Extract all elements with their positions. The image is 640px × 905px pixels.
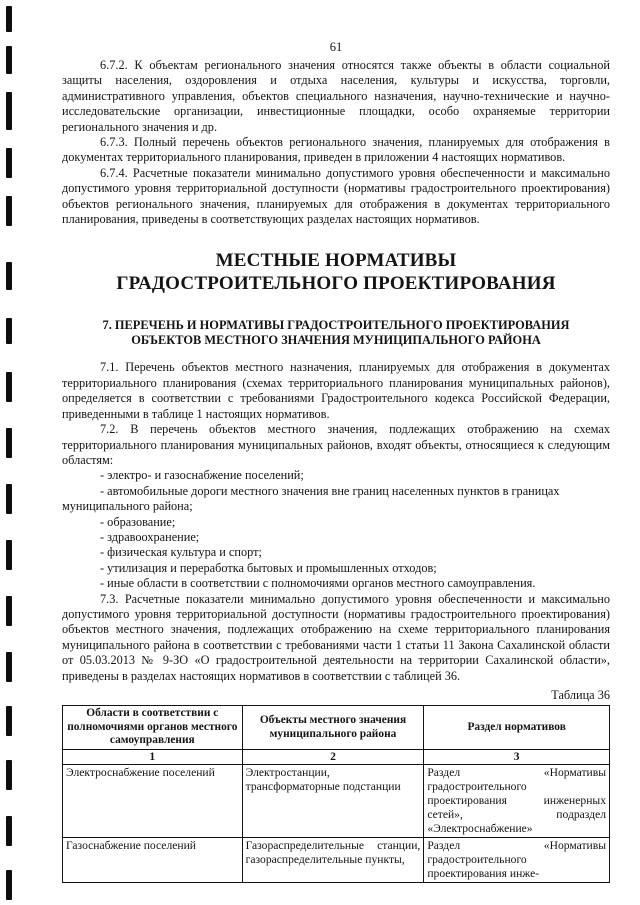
page-number: 61 [329,40,343,54]
section-title [62,318,610,348]
table-cell: Газоснабжение поселений [63,837,243,882]
table-header-cell: Области в соответствии с полномочиями органов местного самоуправления [63,706,243,750]
list-item: - физическая культура и спорт; [100,545,262,560]
section-title-line-2: ОБЪЕКТОВ МЕСТНОГО ЗНАЧЕНИЯ МУНИЦИПАЛЬНОГО РАЙОНА [131,333,541,348]
main-title-line-2: ГРАДОСТРОИТЕЛЬНОГО ПРОЕКТИРОВАНИЯ [116,273,556,295]
paragraph-7-3: 7.3. Расчетные показатели минимально допустимого уровня обеспеченности и максимально допустимого уровня территориальной доступности (нормативы градостроительного проектирования) объектов местного значения, подлежащих отображению на схеме территориального планирования муниципального района в соответствии с требованиями части 1 статьи 11 Закона Сахалинской области от 05.03.2013 № 9-ЗО «О градостроительной деятельности на территории Сахалинской области», приведены в разделах настоящих нормативов в соответствии с таблицей 36. [62,591,610,683]
paragraph-6-7-3: 6.7.3. Полный перечень объектов регионального значения, планируемых для отображения в документах территориального планирования, приведен в приложении 4 настоящих нормативов. [62,135,610,165]
main-title-line-1: МЕСТНЫЕ НОРМАТИВЫ [215,250,457,272]
table-header-cell: Объекты местного значения муниципального района [242,706,424,750]
column-number: 2 [242,749,424,764]
table-caption: Таблица 36 [551,688,610,702]
table-row [63,837,610,882]
paragraph-6-7-4: 6.7.4. Расчетные показатели минимально допустимого уровня обеспеченности и максимально допустимого уровня территориальной доступности (нормативы градостроительного проектирования) объектов регионального значения, планируемых для отображения в документах территориального планирования, приведены в соответствующих разделах настоящих нормативов. [62,165,610,227]
section-title-line-1: 7. ПЕРЕЧЕНЬ И НОРМАТИВЫ ГРАДОСТРОИТЕЛЬНОГО ПРОЕКТИРОВАНИЯ [102,318,570,333]
table-row [63,764,610,837]
table-header-cell: Раздел нормативов [424,706,610,750]
table-column-number-row [63,749,610,764]
list-item: - электро- и газоснабжение поселений; [100,468,304,483]
list-item: - здравоохранение; [100,529,200,544]
table-cell: Электростанции, трансформаторные подстанции [242,764,424,837]
table-cell: Газораспределительные станции, газораспределительные пункты, [242,837,424,882]
list-item: - образование; [100,514,176,529]
list-item: - иные области в соответствии с полномочиями органов местного самоуправления. [100,576,536,591]
table-cell: Раздел «Нормативы градостроительного проектирования инженерных сетей», подраздел «Электроснабжение» [424,764,610,837]
paragraph-7-1: 7.1. Перечень объектов местного назначения, планируемых для отображения в документах территориального планирования (схемах территориального планирования муниципальных районов), определяется в соответствии с требованиями Градостроительного кодекса Российской Федерации, приведенными в таблице 1 настоящих нормативов. [62,360,610,421]
column-number: 3 [424,749,610,764]
document-body [62,58,610,883]
paragraph-7-2: 7.2. В перечень объектов местного значения, подлежащих отображению на схемах территориального планирования муниципальных районов, входят объекты, относящиеся к следующим областям: [62,422,610,467]
table-cell: Электроснабжение поселений [63,764,243,837]
main-title [62,249,610,295]
scan-edge-marks [6,0,14,905]
list-item: - утилизация и переработка бытовых и промышленных отходов; [100,560,437,575]
list-item-continuation: муниципального района; [62,499,193,514]
table-36 [62,705,610,883]
table-header-row [63,706,610,750]
paragraph-6-7-2: 6.7.2. К объектам регионального значения относятся также объекты в области социальной защиты населения, оздоровления и отдыха населения, культуры и искусства, торговли, административного управления, объектов специального назначения, научно-технические и научно-исследовательские организации, инвестиционные площадки, особо охраняемые территории регионального значения и др. [62,58,610,134]
list-item: - автомобильные дороги местного значения вне границ населенных пунктов в границах [100,483,560,498]
column-number: 1 [63,749,243,764]
table-cell: Раздел «Нормативы градостроительного проектирования инже- [424,837,610,882]
